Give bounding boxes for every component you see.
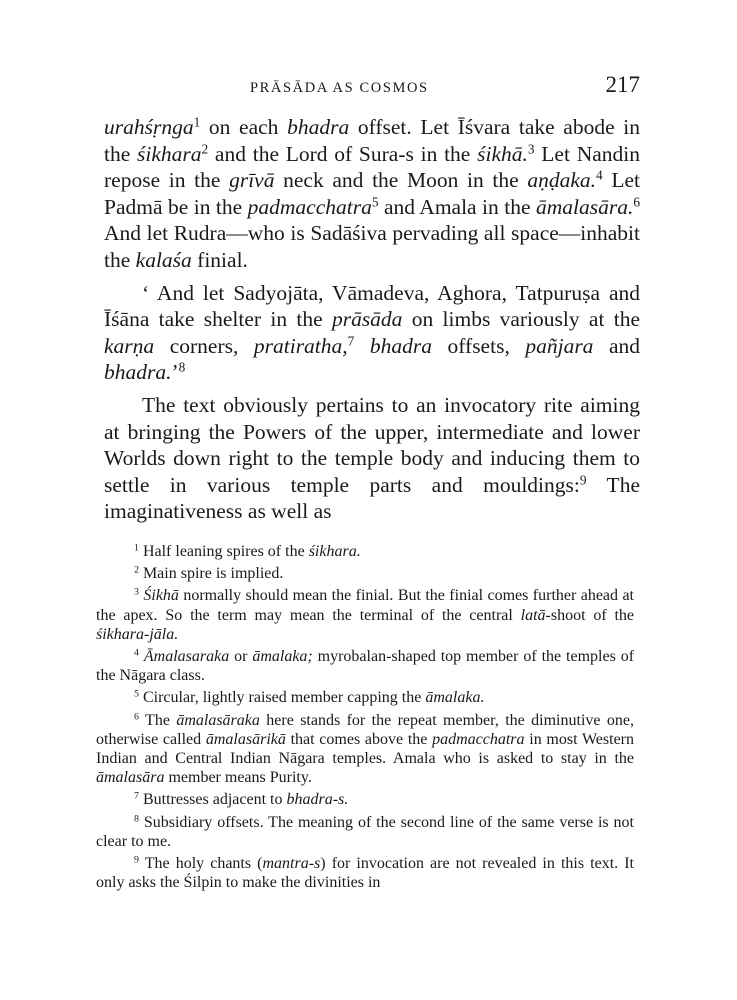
text-run: Half leaning spires of the	[138, 543, 309, 560]
term: karṇa	[104, 333, 155, 358]
term: śikhara.	[308, 543, 361, 560]
text-run: The imaginativeness as well as	[104, 472, 640, 524]
text-run: offset. Let Īśvara take abode in the	[104, 115, 640, 166]
term: padmacchatra	[247, 194, 372, 219]
term: prāsāda	[331, 307, 403, 332]
page-number: 217	[605, 72, 640, 97]
term: śikhā.	[477, 141, 528, 166]
term: śikhara-jāla.	[96, 625, 179, 643]
footnote-4	[96, 647, 634, 685]
text-run	[354, 334, 370, 358]
text-run: Subsidiary offsets. The meaning of the second line of the same verse is not clear to me.	[96, 813, 634, 850]
paragraph-1	[104, 114, 640, 274]
text-run: The holy chants (	[138, 855, 263, 873]
term: āmalasāra.	[535, 194, 634, 219]
running-head: PRĀSĀDA AS COSMOS	[250, 80, 429, 96]
footnote-6	[96, 711, 634, 788]
footnote-7	[96, 790, 634, 809]
text-run: here stands for the repeat member, the diminutive one, otherwise called	[96, 711, 634, 748]
text-run: ’	[171, 360, 179, 385]
term: pañjara	[525, 333, 594, 358]
text-run: that comes above the	[285, 730, 433, 748]
footnote-number: 1	[134, 542, 139, 554]
text-run: in most Western Indian and Central Indian Nāgara temples. Amala who is asked to stay in the	[96, 730, 634, 768]
text-run: corners,	[154, 333, 254, 358]
text-run: on each	[200, 115, 288, 139]
footnote-5	[96, 688, 634, 707]
text-run: finial.	[191, 247, 248, 272]
text-run: ) for invocation are not revealed in this text. It only asks the Śilpin to make the divinities in	[96, 855, 634, 892]
footnote-8	[96, 813, 634, 851]
main-text	[104, 114, 640, 525]
term: āmalasārikā	[205, 730, 286, 748]
text-run: The	[138, 711, 177, 729]
text-run: neck and the Moon in the	[274, 168, 528, 193]
term: āmalaka;	[252, 648, 313, 666]
footnote-number: 9	[134, 854, 139, 866]
text-run: And let Rudra—who is Sadāśiva pervading all space—inhabit the	[104, 221, 640, 272]
term: āmalasāraka	[176, 711, 260, 729]
text-run: normally should mean the finial. But the finial comes further ahead at the apex. So the term may mean the terminal of the central	[96, 587, 634, 624]
text-run: Buttresses adjacent to	[138, 791, 287, 809]
text-run: and	[593, 333, 641, 358]
text-run: and the Lord of Sura-s in the	[208, 141, 478, 166]
footnote-ref-1: 1	[193, 114, 201, 130]
term: padmacchatra	[432, 730, 525, 748]
term: āmalasāra	[96, 769, 165, 787]
footnote-3	[96, 586, 634, 644]
term: āmalaka.	[425, 689, 485, 707]
term: Āmalasaraka	[143, 648, 230, 666]
text-run: myrobalan-shaped top member of the temples of the Nāgara class.	[96, 648, 635, 685]
text-run: Main spire is implied.	[138, 565, 284, 583]
text-run: member means Purity.	[164, 769, 312, 787]
footnote-number: 4	[134, 647, 139, 659]
footnote-number: 6	[134, 711, 139, 723]
text-run: offsets,	[431, 333, 526, 358]
text-run: and Amala in the	[378, 194, 536, 219]
footnote-number: 7	[134, 790, 139, 802]
footnote-ref-3: 3	[527, 141, 535, 157]
term: Śikhā	[143, 587, 179, 605]
term: bhadra	[287, 115, 350, 139]
text-run: Let Padmā be in the	[104, 168, 640, 219]
term: kalaśa	[135, 247, 192, 272]
term: latā	[520, 606, 546, 624]
footnote-number: 8	[134, 813, 139, 825]
footnote-9	[96, 854, 634, 892]
footnotes	[96, 542, 634, 895]
term: aṇḍaka.	[527, 168, 596, 193]
footnote-number: 2	[134, 564, 139, 576]
footnote-number: 5	[134, 688, 139, 700]
term: śikhara	[137, 141, 202, 166]
footnote-2	[96, 564, 634, 583]
text-run: -shoot of the	[545, 606, 634, 624]
page-header	[104, 72, 640, 102]
term: bhadra	[369, 333, 432, 358]
footnote-1	[96, 542, 634, 561]
text-run: The text obviously pertains to an invocatory rite aiming at bringing the Powers of the upper, intermediate and lower Worlds down right to the temple body and inducing them to settle in various temple parts and mouldings:	[104, 392, 640, 497]
text-run: on limbs variously at the	[402, 307, 640, 332]
term: bhadra.	[104, 360, 172, 385]
term: mantra-s	[262, 855, 321, 873]
footnote-number: 3	[134, 586, 139, 598]
footnote-ref-6: 6	[633, 194, 640, 210]
paragraph-2	[104, 280, 640, 386]
footnote-ref-2: 2	[201, 141, 209, 157]
term: grīvā	[229, 168, 275, 193]
text-run: Circular, lightly raised member capping the	[138, 689, 426, 707]
text-run: Let Nandin repose in the	[104, 141, 640, 193]
footnote-ref-5: 5	[371, 194, 379, 210]
term: urahśṛnga	[104, 115, 194, 139]
text-run: ‘ And let Sadyojāta, Vāmadeva, Aghora, Tatpuruṣa and Īśāna take shelter in the	[104, 280, 640, 332]
footnote-ref-4: 4	[596, 167, 603, 183]
footnote-ref-7: 7	[347, 333, 355, 349]
paragraph-3	[104, 392, 640, 525]
term: bhadra-s.	[286, 791, 349, 809]
footnote-ref-8: 8	[178, 360, 186, 376]
term: pratiratha,	[253, 333, 348, 358]
text-run: or	[229, 648, 253, 666]
footnote-ref-9: 9	[579, 472, 587, 488]
